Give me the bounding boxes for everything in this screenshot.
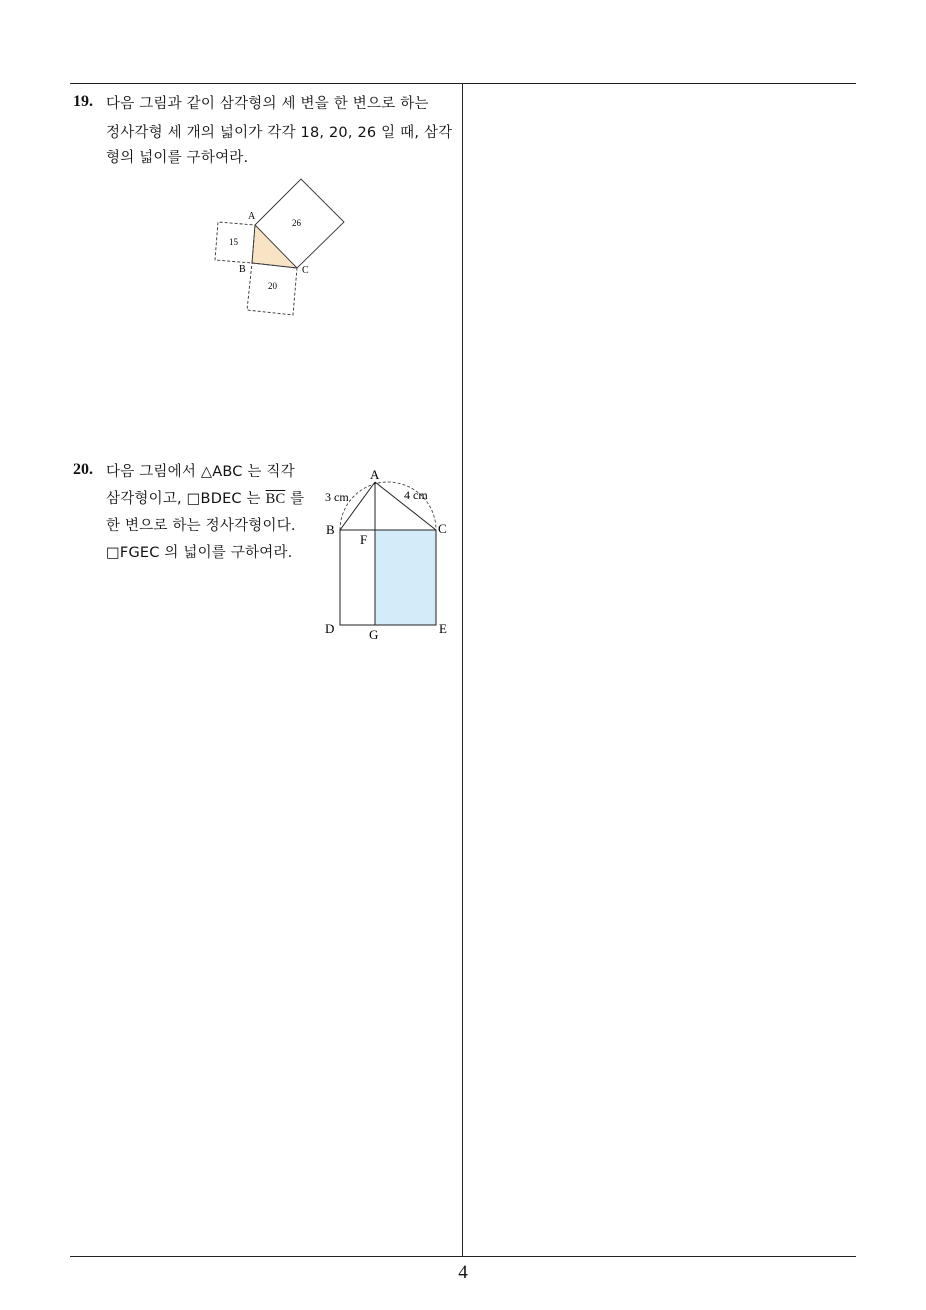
label-a: A [370,467,380,482]
question-text-line [106,487,304,508]
side-ac-length: 4 cm [404,488,428,502]
label-e: E [439,621,447,636]
label-c: C [302,265,309,276]
page-number: 4 [458,1262,468,1283]
question-text-line-part: 를 [290,491,305,507]
side-ab-length: 3 cm [325,490,349,504]
question-text-line: □FGEC 의 넓이를 구하여라. [106,545,293,561]
area-left: 15 [229,237,238,247]
question-text-line-part: 삼각형이고, □BDEC 는 [106,491,261,507]
question-text-line: 다음 그림과 같이 삼각형의 세 변을 한 변으로 하는 [106,96,429,112]
question-number: 20. [73,461,93,478]
label-b: B [326,522,335,537]
column-divider [462,83,463,1257]
question-text-line: 정사각형 세 개의 넓이가 각각 18, 20, 26 일 때, 삼각 [106,125,453,141]
question-text-line: 다음 그림에서 △ABC 는 직각 [106,464,295,480]
question-text-line: 형의 넓이를 구하여라. [106,150,249,166]
question-text-line: 한 변으로 하는 정사각형이다. [106,518,296,534]
top-rule [70,83,856,84]
figure-pythagoras-squares [205,170,365,325]
label-g: G [369,627,379,642]
label-d: D [325,621,335,636]
figure-square-on-triangle [320,463,460,648]
label-b: B [239,264,246,275]
area-bottom: 20 [268,281,277,291]
shaded-fgec [375,530,436,625]
area-top: 26 [292,218,301,228]
segment-bc: $\overline{BC}$ [265,491,286,507]
question-number: 19. [73,93,93,110]
bottom-rule [70,1256,856,1257]
label-f: F [360,532,368,547]
label-c: C [438,521,447,536]
label-a: A [248,211,256,222]
